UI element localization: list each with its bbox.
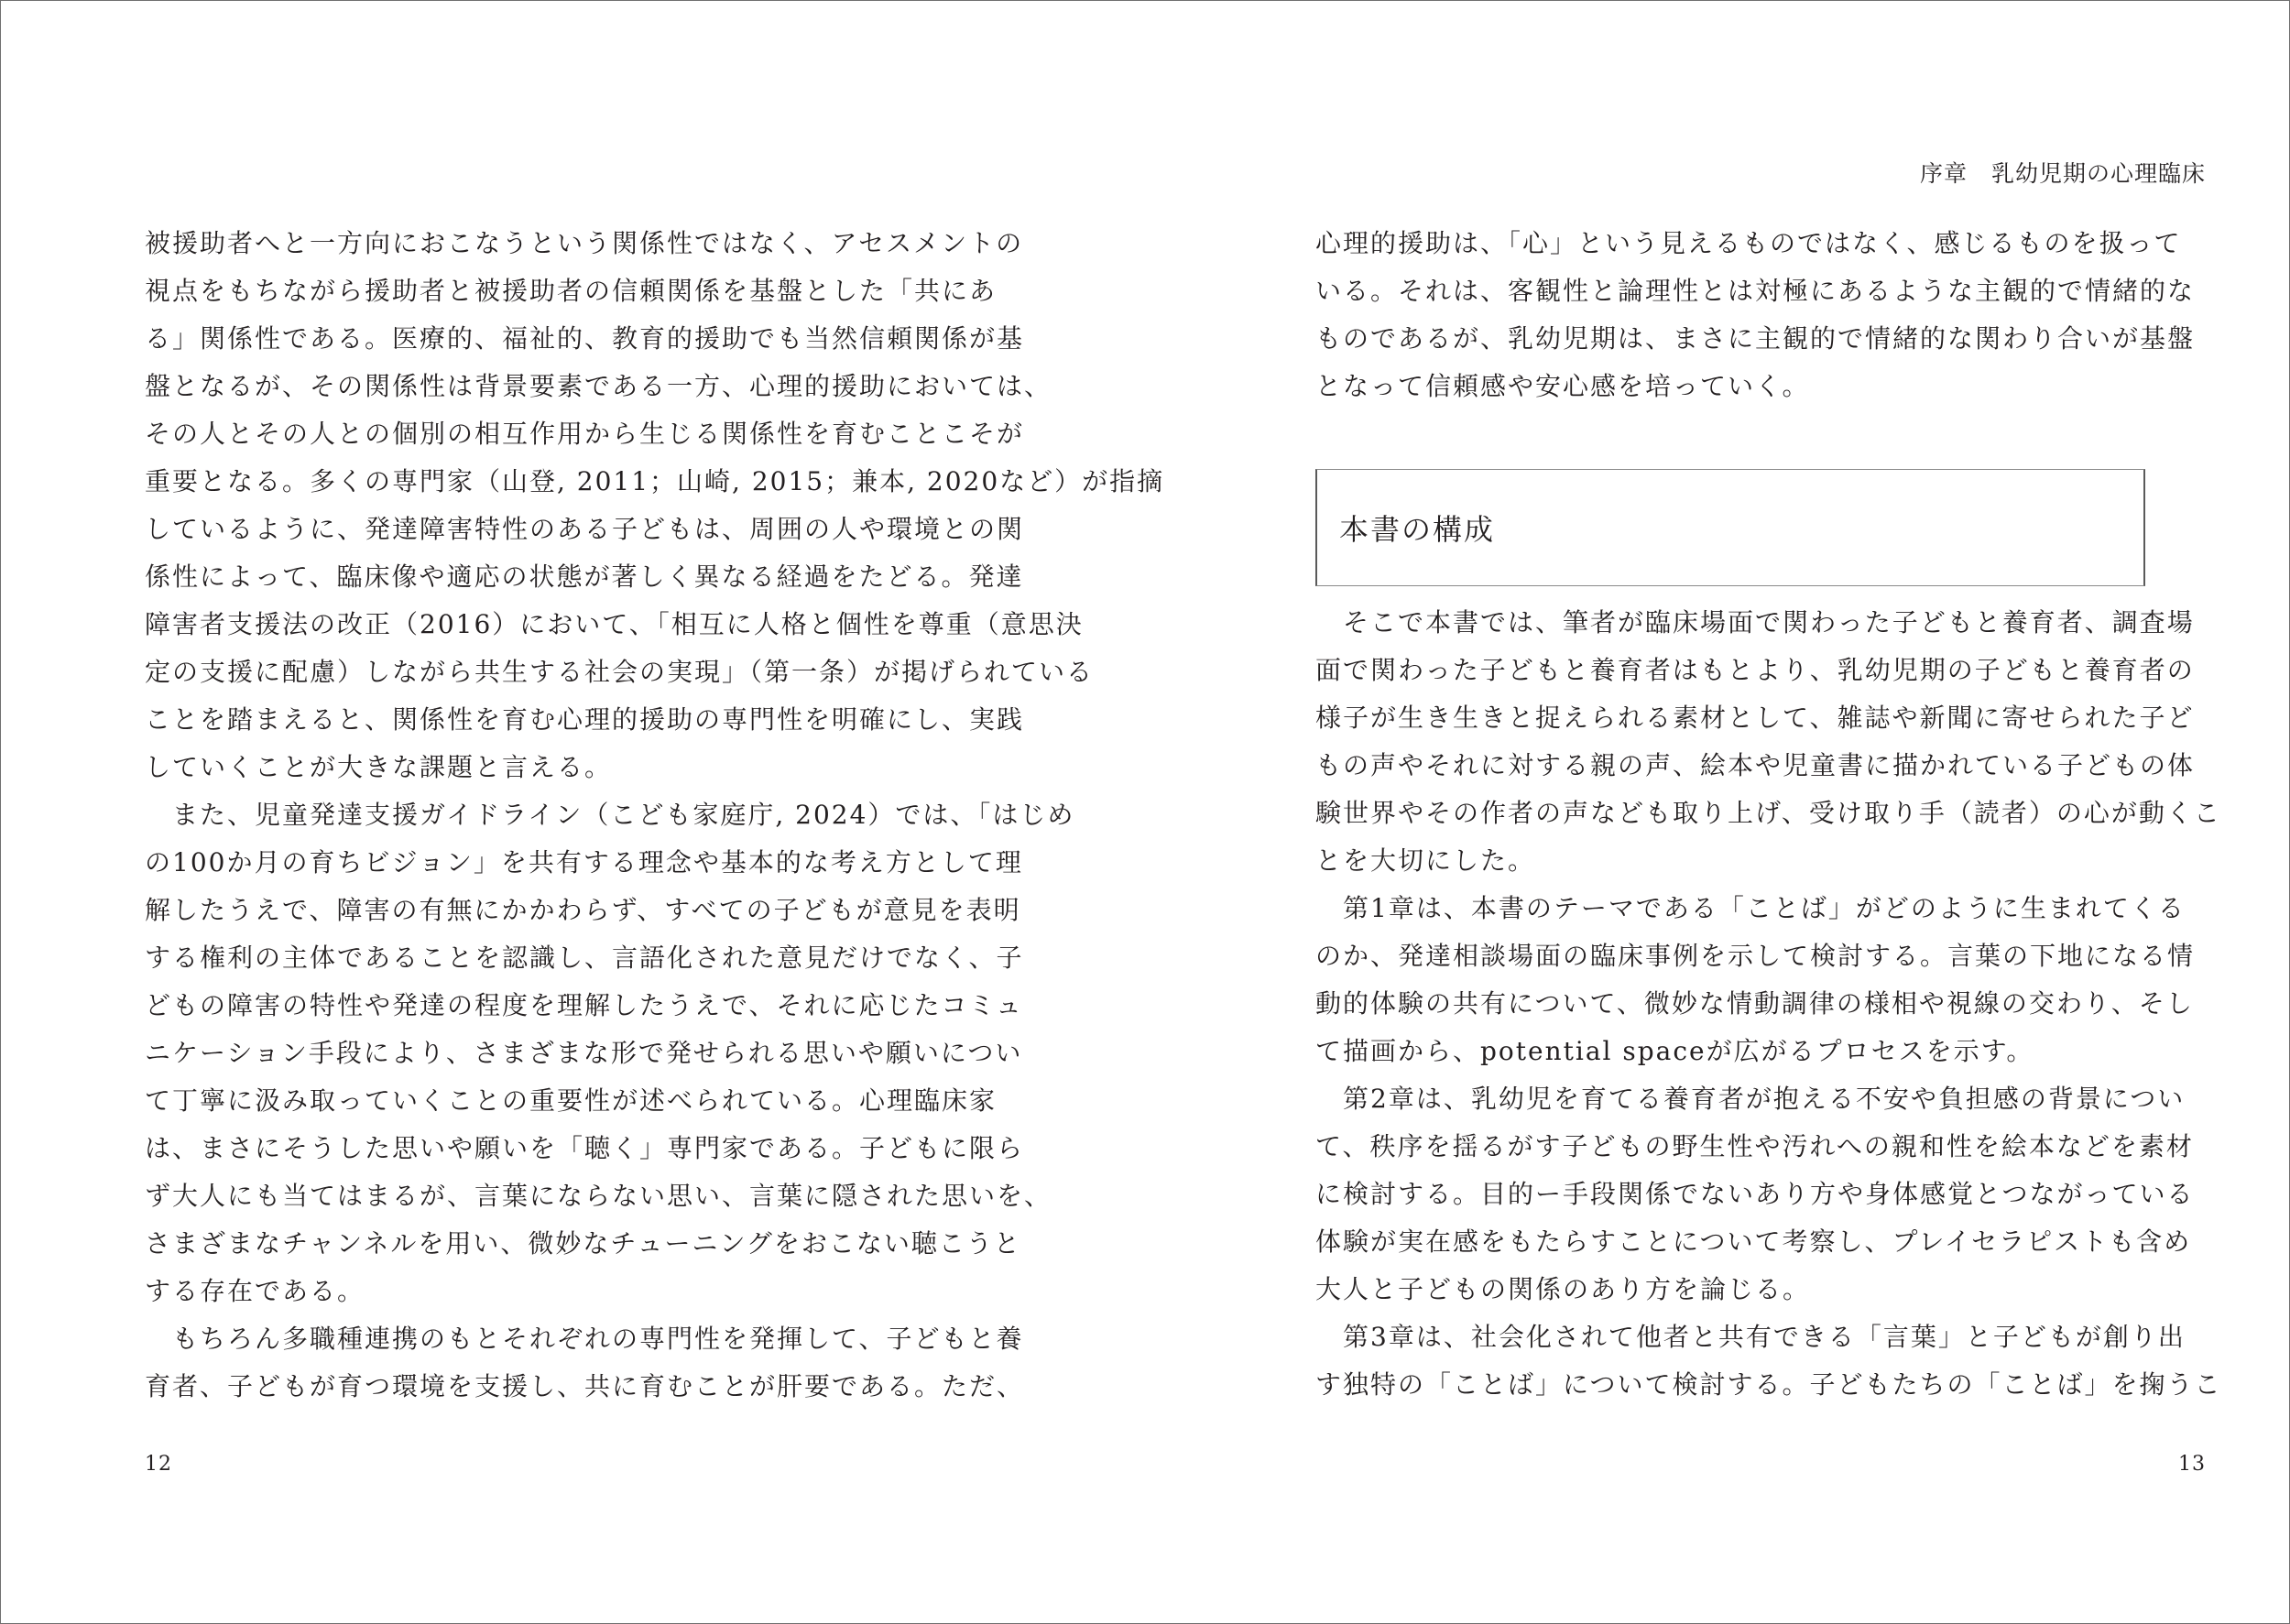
section-title: 本書の構成 <box>1339 512 1496 547</box>
right-intro-text <box>1315 220 2290 410</box>
body-line: 体験が実在感をもたらすことについて考察し、プレイセラピストも含め <box>1315 1226 2192 1257</box>
body-line: て丁寧に汲み取っていくことの重要性が述べられている。心理臨床家 <box>145 1085 998 1116</box>
body-line: 被援助者へと一方向におこなうという関係性ではなく、アセスメントの <box>145 228 1024 258</box>
body-line: の100か月の育ちビジョン」を共有する理念や基本的な考え方として理 <box>145 847 1023 877</box>
right-body-text <box>1315 599 2290 1409</box>
body-line: 解したうえで、障害の有無にかかわらず、すべての子どもが意見を表明 <box>145 895 1021 925</box>
body-line: そこで本書では、筆者が臨床場面で関わった子どもと養育者、調査場 <box>1315 607 2195 638</box>
body-line: に検討する。目的ー手段関係でないあり方や身体感覚とつながっている <box>1315 1179 2195 1209</box>
body-line: 心理的援助は、「心」という見えるものではなく、感じるものを扱って <box>1315 228 2182 258</box>
body-line: しているように、発達障害特性のある子どもは、周囲の人や環境との関 <box>145 514 1025 544</box>
body-line: その人とその人との個別の相互作用から生じる関係性を育むことこそが <box>145 419 1025 449</box>
body-line: ものであるが、乳幼児期は、まさに主観的で情緒的な関わり合いが基盤 <box>1315 323 2196 354</box>
body-line: 育者、子どもが育つ環境を支援し、共に育むことが肝要である。ただ、 <box>145 1371 1025 1401</box>
body-line: さまざまなチャンネルを用い、微妙なチューニングをおこない聴こうと <box>145 1228 1021 1259</box>
body-line: 動的体験の共有について、微妙な情動調律の様相や視線の交わり、そし <box>1315 988 2194 1019</box>
body-line: る」関係性である。医療的、福祉的、教育的援助でも当然信頼関係が基 <box>145 323 1025 354</box>
body-line: 第3章は、社会化されて他者と共有できる「言葉」と子どもが創り出 <box>1315 1322 2186 1352</box>
body-line: 盤となるが、その関係性は背景要素である一方、心理的援助においては、 <box>145 371 1052 401</box>
body-line: とを大切にした。 <box>1315 845 1536 876</box>
body-line: していくことが大きな課題と言える。 <box>145 752 613 782</box>
right-page <box>1145 0 2290 1624</box>
body-line: 係性によって、臨床像や適応の状態が著しく異なる経過をたどる。発達 <box>145 561 1024 592</box>
body-line: 第1章は、本書のテーマである「ことば」がどのように生まれてくる <box>1315 893 2186 923</box>
body-line: 障害者支援法の改正（2016）において、「相互に人格と個性を尊重（意思決 <box>145 609 1084 639</box>
left-body-text <box>145 220 1165 1411</box>
body-line: 大人と子どもの関係のあり方を論じる。 <box>1315 1274 1811 1304</box>
body-line: もちろん多職種連携のもとそれぞれの専門性を発揮して、子どもと養 <box>145 1324 1024 1354</box>
body-line: いる。それは、客観性と論理性とは対極にあるような主観的で情緒的な <box>1315 276 2196 306</box>
body-line: のか、発達相談場面の臨床事例を示して検討する。言葉の下地になる情 <box>1315 941 2196 971</box>
body-line: 験世界やその作者の声なども取り上げ、受け取り手（読者）の心が動くこ <box>1315 798 2221 828</box>
page-number-right: 13 <box>2178 1453 2206 1476</box>
running-head: 序章 乳幼児期の心理臨床 <box>1919 160 2206 187</box>
body-line: となって信頼感や安心感を培っていく。 <box>1315 371 1810 401</box>
body-line: 定の支援に配慮）しながら共生する社会の実現」（第一条）が掲げられている <box>145 657 1095 687</box>
body-line: ことを踏まえると、関係性を育む心理的援助の専門性を明確にし、実践 <box>145 704 1025 735</box>
body-line: 重要となる。多くの専門家（山登, 2011；山崎, 2015；兼本, 2020など）が指摘 <box>145 466 1165 496</box>
body-line: 面で関わった子どもと養育者はもとより、乳幼児期の子どもと養育者の <box>1315 655 2195 685</box>
body-line: もの声やそれに対する親の声、絵本や児童書に描かれている子どもの体 <box>1315 750 2196 780</box>
body-line: 第2章は、乳幼児を育てる養育者が抱える不安や負担感の背景につい <box>1315 1084 2186 1114</box>
body-line: す独特の「ことば」について検討する。子どもたちの「ことば」を掬うこ <box>1315 1369 2222 1400</box>
body-line: て、秩序を揺るがす子どもの野生性や汚れへの親和性を絵本などを素材 <box>1315 1131 2194 1161</box>
section-heading-box <box>1315 469 2145 586</box>
body-line: また、児童発達支援ガイドライン（こども家庭庁, 2024）では、「はじめ <box>145 800 1075 830</box>
body-line: ニケーション手段により、さまざまな形で発せられる思いや願いについ <box>145 1038 1023 1068</box>
body-line: する権利の主体であることを認識し、言語化された意見だけでなく、子 <box>145 943 1024 973</box>
body-line: 様子が生き生きと捉えられる素材として、雑誌や新聞に寄せられた子ど <box>1315 703 2195 733</box>
body-line: する存在である。 <box>145 1276 365 1306</box>
body-line: は、まさにそうした思いや願いを「聴く」専門家である。子どもに限ら <box>145 1133 1025 1163</box>
body-line: て描画から、potential spaceが広がるプロセスを示す。 <box>1315 1036 2034 1066</box>
body-line: 視点をもちながら援助者と被援助者の信頼関係を基盤とした「共にあ <box>145 276 998 306</box>
body-line: どもの障害の特性や発達の程度を理解したうえで、それに応じたコミュ <box>145 990 1023 1020</box>
body-line: ず大人にも当てはまるが、言葉にならない思い、言葉に隠された思いを、 <box>145 1181 1052 1211</box>
page-number-left: 12 <box>145 1453 172 1476</box>
